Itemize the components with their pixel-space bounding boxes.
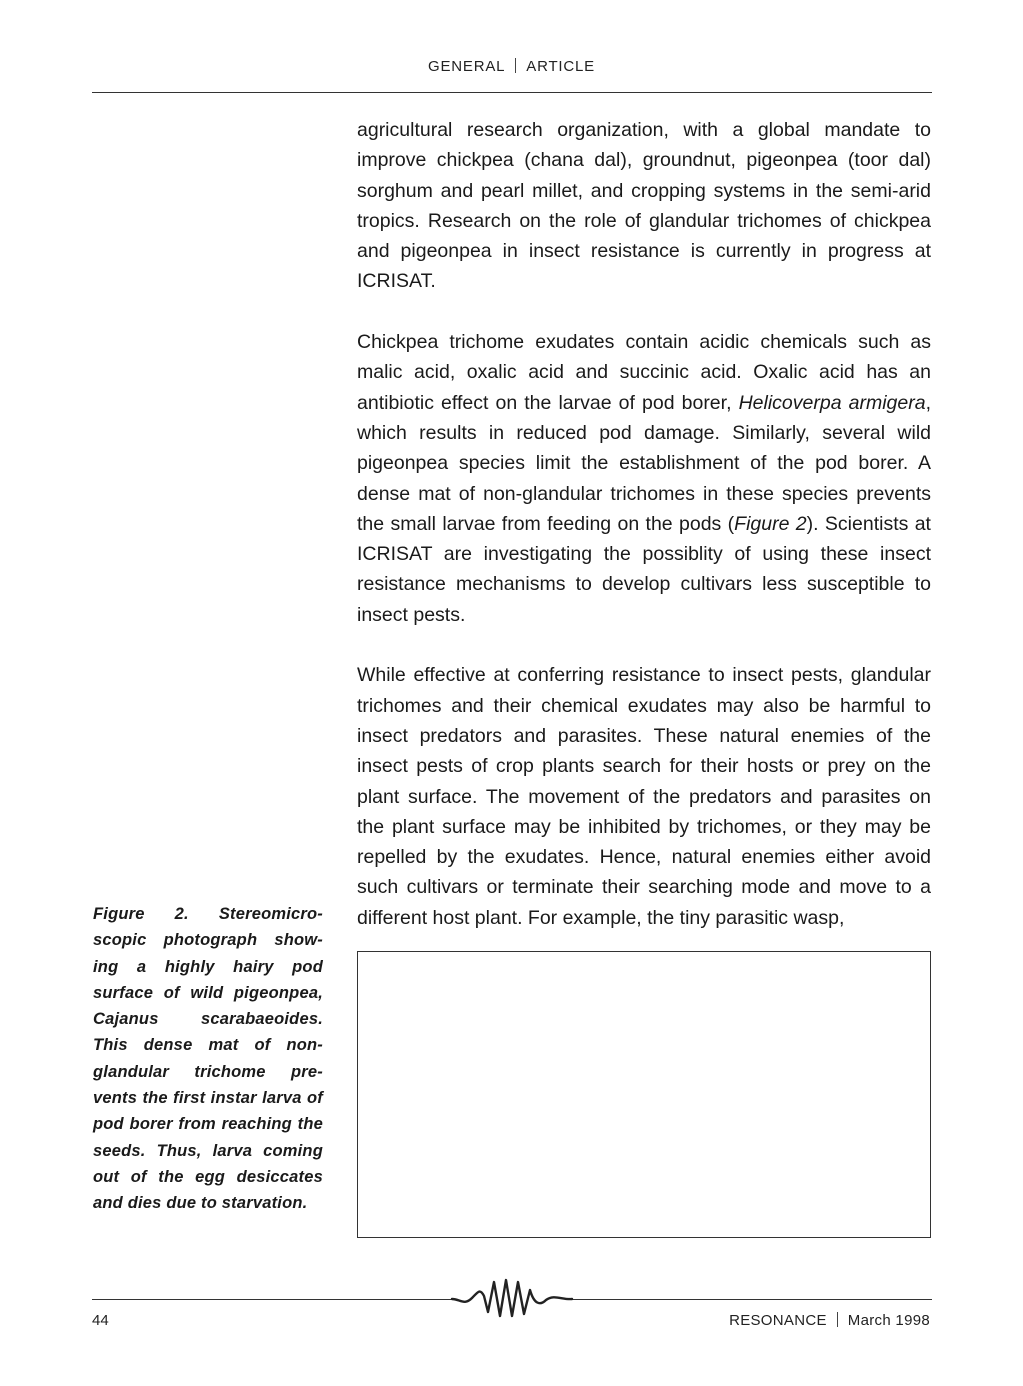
running-header [0,58,1023,75]
paragraph-2-part-a: Chickpea trichome exudates contain acidic chemicals such as malic acid, oxalic acid and succinic acid. Oxalic acid has an antibiotic effect on the larvae of pod borer, [357,331,931,414]
figure-reference: Figure 2 [734,512,807,535]
header-separator [515,58,516,73]
paragraph-2 [357,327,931,630]
figure-2-placeholder [357,951,931,1238]
header-type: ARTICLE [526,58,595,75]
paragraph-2-part-c: ). Scientists at ICRISAT are investigating the possiblity of using these insect resistance mechanisms to develop cultivars less susceptible to insect pests. [357,512,931,626]
header-rule [92,92,932,93]
footer-separator [837,1312,838,1327]
issue-date: March 1998 [847,1312,930,1329]
figure-caption: Figure 2. Stereomicro-scopic photograph show-ing a highly hairy pod surface of wild pigeonpea, Cajanus scarabaeoides. This dense mat of non-glandular trichome pre-vents the first instar larva of pod borer from reaching the seeds. Thus, larva coming out of the egg desiccates and dies due to starvation. [93,905,323,1213]
footer-rule-left [92,1299,452,1300]
paragraph-2-part-b: , which results in reduced pod damage. Similarly, several wild pigeonpea species limit the establishment of the pod borer. A dense mat of non-glandular trichomes in these species prevents the small larvae from feeding on the pods ( [357,391,931,535]
journal-name: RESONANCE [729,1312,827,1329]
header-section: GENERAL [428,58,506,75]
footer-journal-info [729,1312,930,1329]
species-name: Helicoverpa armigera [738,391,926,414]
paragraph-1: agricultural research organization, with a global mandate to improve chickpea (chana dal), groundnut, pigeonpea (toor dal) sorghum and pearl millet, and cropping systems in the semi-arid tropics. Research on the role of glandular trichomes of chickpea and pigeonpea in insect resistance is currently in progress at ICRISAT. [357,119,931,293]
footer-rule-right [570,1299,932,1300]
page-number: 44 [92,1312,109,1329]
resonance-wave-logo-icon [450,1274,574,1324]
paragraph-3: While effective at conferring resistance to insect pests, glandular trichomes and their chemical exudates may also be harmful to insect predators and parasites. These natural enemies of the insect pests of crop plants search for their hosts or prey on the plant surface. The movement of the predators and parasites on the plant surface may be inhibited by trichomes, or they may be repelled by the exudates. Hence, natural enemies either avoid such cultivars or terminate their searching mode and move to a different host plant. For example, the tiny parasitic wasp, [357,664,931,929]
article-body [357,115,931,963]
